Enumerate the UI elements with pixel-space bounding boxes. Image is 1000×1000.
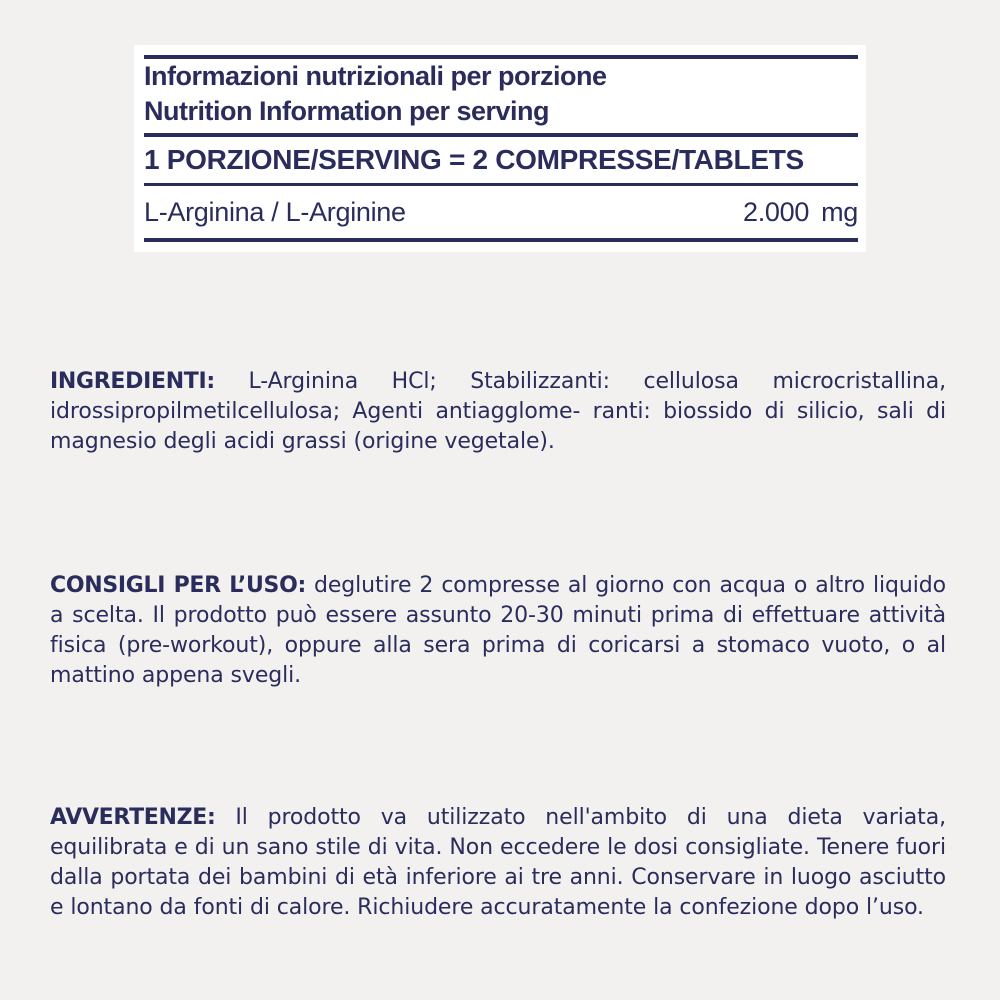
nutrient-amount-unit: mg (821, 197, 858, 227)
warnings-label: AVVERTENZE: (50, 805, 216, 830)
bottom-rule (144, 238, 858, 242)
top-rule (144, 55, 858, 59)
serving-size-label: 1 PORZIONE/SERVING = 2 COMPRESSE/TABLETS (144, 144, 804, 175)
nutrition-facts-table (134, 45, 866, 252)
warnings-section (50, 803, 946, 923)
usage-section (50, 571, 946, 691)
nutrient-name: L-Arginina / L-Arginine (144, 197, 406, 227)
ingredients-label: INGREDIENTI: (50, 369, 215, 394)
serving-rule (144, 183, 858, 186)
table-header-italian: Informazioni nutrizionali per porzione (144, 61, 607, 91)
header-rule (144, 133, 858, 137)
table-header-english: Nutrition Information per serving (144, 96, 550, 126)
ingredients-text: L-Arginina HCl; Stabilizzanti: cellulosa microcristallina, idrossipropilmetilcellulosa; Agenti antiagglome- ranti: biossido di silicio, sali di magnesio degli acidi grassi (origine vegetale). (50, 369, 946, 454)
usage-label: CONSIGLI PER L’USO: (50, 573, 306, 598)
nutrient-amount-value: 2.000 (743, 197, 810, 227)
ingredients-section (50, 367, 946, 457)
usage-text: deglutire 2 compresse al giorno con acqua o altro liquido a scelta. Il prodotto può essere assunto 20-30 minuti prima di effettuare attività fisica (pre-workout), oppure alla sera prima di coricarsi a stomaco vuoto, o al mattino appena svegli. (50, 573, 946, 688)
warnings-text: Il prodotto va utilizzato nell'ambito di una dieta variata, equilibrata e di un sano stile di vita. Non eccedere le dosi consigliate. Tenere fuori dalla portata dei bambini di età inferiore ai tre anni. Conservare in luogo asciutto e lontano da fonti di calore. Richiudere accuratamente la confezione dopo l’uso. (50, 805, 946, 920)
nutrient-amount (743, 197, 858, 228)
